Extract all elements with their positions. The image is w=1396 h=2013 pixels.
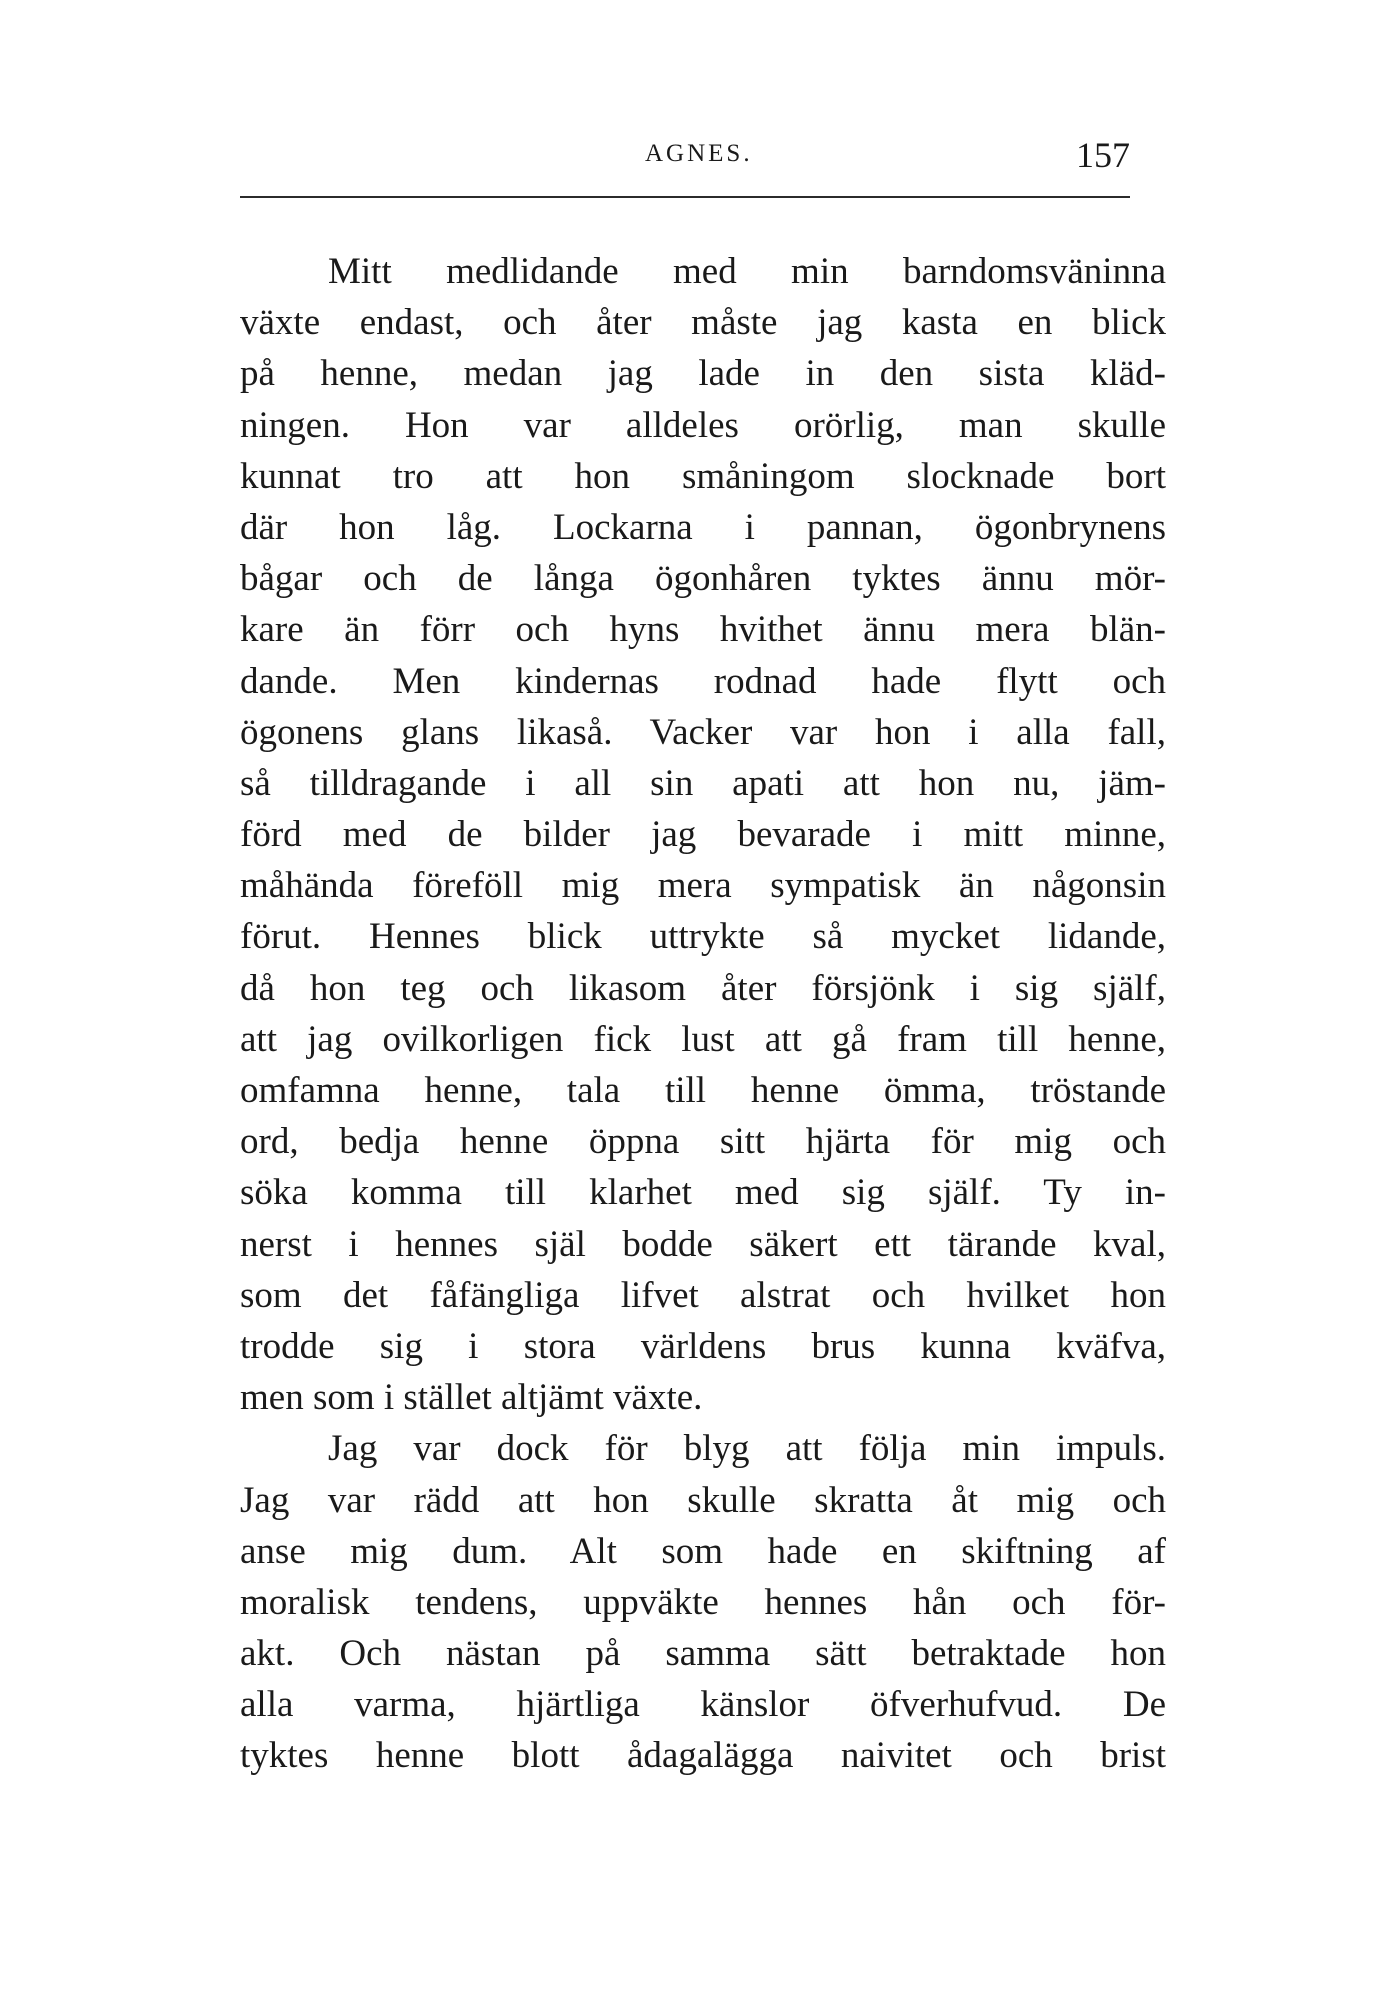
text-line: trodde sig i stora världens brus kunna kväfva, <box>240 1325 1166 1367</box>
text-line: ögonens glans likaså. Vacker var hon i alla fall, <box>240 711 1166 753</box>
text-line: nerst i hennes själ bodde säkert ett tärande kval, <box>240 1223 1166 1265</box>
text-line: kunnat tro att hon småningom slocknade bort <box>240 455 1166 497</box>
text-line: måhända föreföll mig mera sympatisk än någonsin <box>240 865 1166 907</box>
text-line: Jag var rädd att hon skulle skratta åt mig och <box>240 1479 1166 1521</box>
text-line: alla varma, hjärtliga känslor öfverhufvud. De <box>240 1684 1166 1726</box>
text-line: kare än förr och hyns hvithet ännu mera blän- <box>240 609 1166 651</box>
text-line: omfamna henne, tala till henne ömma, tröstande <box>240 1070 1166 1111</box>
text-line: anse mig dum. Alt som hade en skiftning af <box>240 1530 1166 1572</box>
text-line: söka komma till klarhet med sig själf. Ty in- <box>240 1172 1166 1214</box>
text-line: då hon teg och likasom åter försjönk i sig själf, <box>240 967 1166 1009</box>
running-head <box>240 135 1130 180</box>
text-line: dande. Men kindernas rodnad hade flytt och <box>240 660 1166 702</box>
text-line: bågar och de långa ögonhåren tyktes ännu mör- <box>240 558 1166 600</box>
text-line: där hon låg. Lockarna i pannan, ögonbrynens <box>240 506 1166 548</box>
text-line: moralisk tendens, uppväkte hennes hån och för- <box>240 1581 1166 1623</box>
text-line: akt. Och nästan på samma sätt betraktade hon <box>240 1633 1166 1675</box>
text-line: på henne, medan jag lade in den sista kläd- <box>240 353 1166 395</box>
header-rule <box>240 196 1130 198</box>
text-line: förut. Hennes blick uttrykte så mycket lidande, <box>240 916 1166 958</box>
running-title: AGNES. <box>645 140 753 167</box>
text-line: ningen. Hon var alldeles orörlig, man skulle <box>240 404 1166 446</box>
text-line: men som i stället altjämt växte. <box>240 1377 703 1419</box>
text-line: växte endast, och åter måste jag kasta en blick <box>240 302 1166 344</box>
text-line: förd med de bilder jag bevarade i mitt minne, <box>240 814 1166 856</box>
text-line: som det fåfängliga lifvet alstrat och hvilket hon <box>240 1274 1166 1316</box>
text-line: ord, bedja henne öppna sitt hjärta för mig och <box>240 1121 1166 1163</box>
text-line: så tilldragande i all sin apati att hon nu, jäm- <box>240 762 1166 804</box>
text-line: Jag var dock för blyg att följa min impuls. <box>328 1428 1166 1470</box>
page-number: 157 <box>1076 135 1130 175</box>
text-line: Mitt medlidande med min barndomsväninna <box>328 251 1166 292</box>
text-line: tyktes henne blott ådagalägga naivitet och brist <box>240 1735 1166 1777</box>
body-text <box>240 246 1166 1782</box>
text-line: att jag ovilkorligen fick lust att gå fram till henne, <box>240 1018 1166 1060</box>
